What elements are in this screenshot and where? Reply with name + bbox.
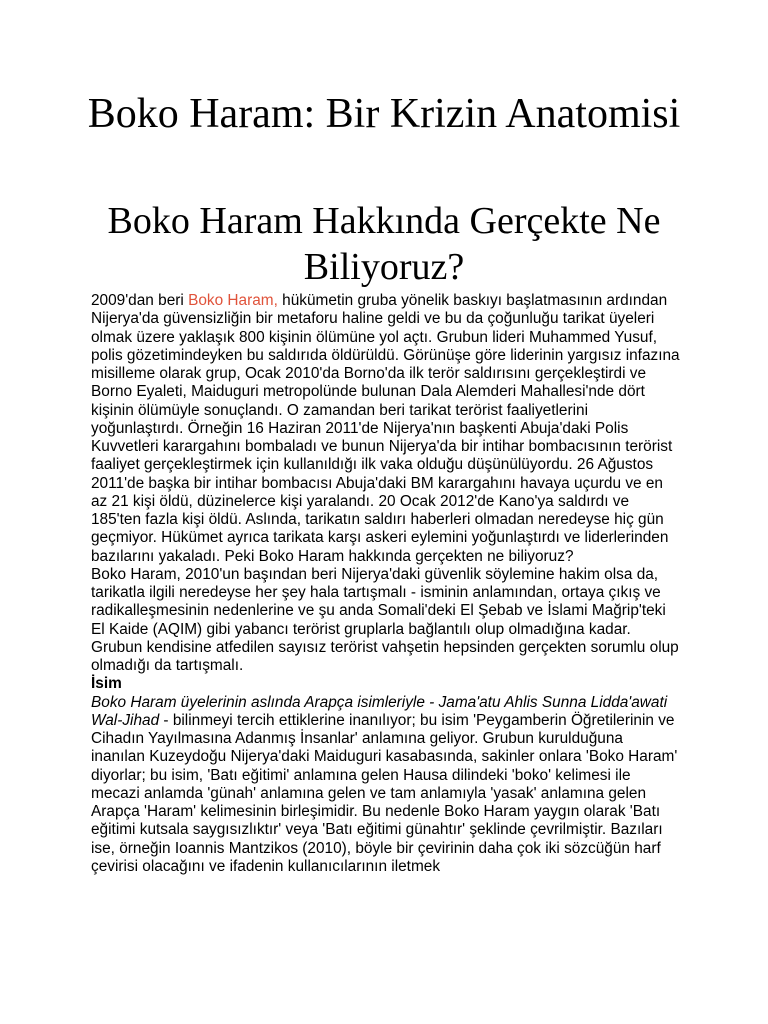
document-subtitle: Boko Haram Hakkında Gerçekte Ne Biliyoruz? [107,200,661,288]
paragraph-intro-start: 2009'dan beri [91,292,189,309]
section-heading-name: İsim [91,675,122,693]
paragraph-intro-rest: hükümetin gruba yönelik baskıyı başlatmasının ardından Nijerya'da güvensizliğin bir metaforu haline geldi ve bu da çoğunluğu tarikat üyeleri olmak üzere yaklaşık 800 kişinin ölümüne yol açtı. Grubun lideri Muhammed Yusuf, polis gözetimindeyken bu saldırıda öldürüldü. Görünüşe göre liderinin yargısız infazına misilleme olarak grup, Ocak 2010'da Borno'da ilk terör saldırısını gerçekleştirdi ve Borno Eyaleti, Maiduguri metropolünde bulunan Dala Alemderi Mahallesi'nde dört kişinin ölümüyle sonuçlandı. O zamandan beri tarikat terörist faaliyetlerini yoğunlaştırdı. Örneğin 16 Haziran 2011'de Nijerya'nın başkenti Abuja'daki Polis Kuvvetleri karargahını bombaladı ve bunun Nijerya'da bir intihar bombacısının terörist faaliyet gerçekleştirmek için kullanıldığı ilk vaka olduğu düşünülüyordu. 26 Ağustos 2011'de başka bir intihar bombacısı Abuja'daki BM karargahını havaya uçurdu ve en az 21 kişi öldü, düzinelerce kişi yaralandı. 20 Ocak 2012'de Kano'ya saldırdı ve 185'ten fazla kişi öldü. Aslında, tarikatın saldırı haberleri olmadan neredeyse hiç gün geçmiyor. Hükümet ayrıca tarikata karşı askeri eylemini yoğunlaştırdı ve liderlerinden bazılarını yakaladı. Peki Boko Haram hakkında gerçekten ne biliyoruz? [91,292,680,565]
paragraph-intro [91,292,681,566]
paragraph-name-italic: Boko Haram üyelerinin aslında Arapça isimleriyle - Jama'atu Ahlis Sunna Lidda'awati Wal-Jihad [91,693,668,729]
paragraph-name [91,694,681,877]
document-body [91,292,681,876]
paragraph-name-rest: - bilinmeyi tercih ettiklerine inanılıyor; bu isim 'Peygamberin Öğretilerinin ve Cihadın Yayılmasına Adanmış İnsanlar' anlamına geliyor. Grubun kurulduğuna inanılan Kuzeydoğu Nijerya'daki Maiduguri kasabasında, sakinler onlara 'Boko Haram' diyorlar; bu isim, 'Batı eğitimi' anlamına gelen Hausa dilindeki 'boko' kelimesi ile mecazi anlamda 'günah' anlamına gelen ve tam anlamıyla 'yasak' anlamına gelen Arapça 'Haram' kelimesinin birleşimidir. Bu nedenle Boko Haram yaygın olarak 'Batı eğitimi kutsala saygısızlıktır' veya 'Batı eğitimi günahtır' şeklinde çevrilmiştir. Bazıları ise, örneğin Ioannis Mantzikos (2010), böyle bir çevirinin daha çok iki sözcüğün harf çevirisi olacağını ve ifadenin kullanıcılarının iletmek [91,711,678,875]
document-title: Boko Haram: Bir Krizin Anatomisi [87,91,681,137]
paragraph-controversy: Boko Haram, 2010'un başından beri Nijerya'daki güvenlik söylemine hakim olsa da, tarikatla ilgili neredeyse her şey hala tartışmalı - isminin anlamından, ortaya çıkış ve radikalleşmesinin nedenlerine ve şu anda Somali'deki El Şebab ve İslami Mağrip'teki El Kaide (AQIM) gibi yabancı terörist gruplarla bağlantılı olup olmadığına kadar. Grubun kendisine atfedilen sayısız terörist vahşetin hepsinden gerçekten sorumlu olup olmadığı da tartışmalı. [91,565,679,674]
boko-haram-link[interactable]: Boko Haram, [188,292,278,309]
